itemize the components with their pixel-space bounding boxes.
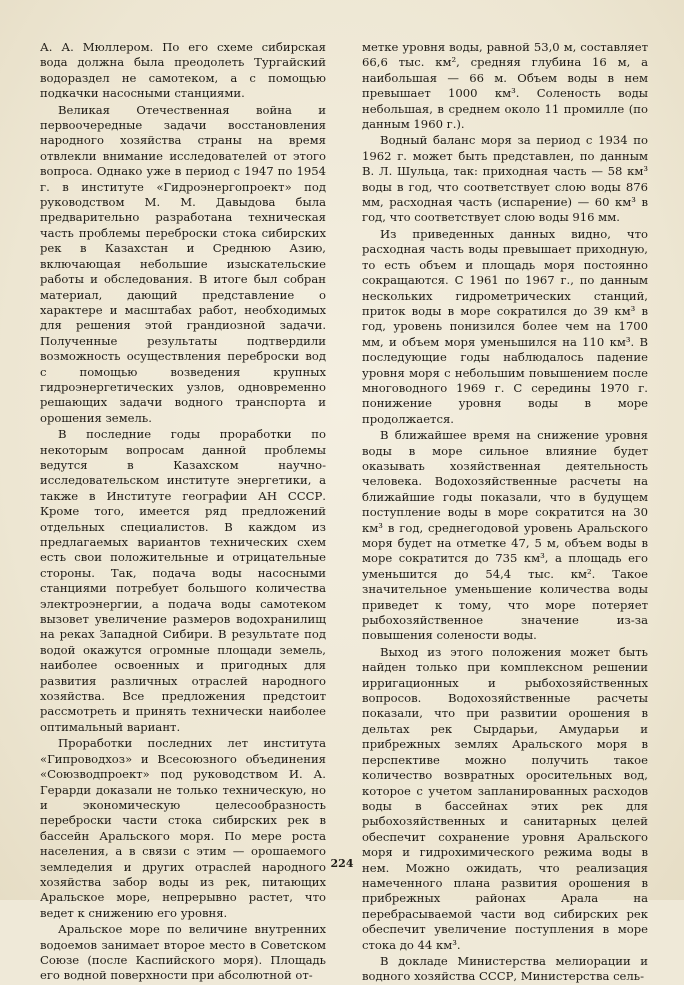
right-column: [362, 40, 648, 985]
paragraph: Из приведенных данных видно, что расходная часть воды превышает приходную, то есть объем и площадь моря постоянно сокращаются. С 1961 по 1967 г., по данным нескольких гидрометрических станций, приток воды в море сократился до 39 км³ в год, уровень понизился более чем на 1700 мм, и объем моря уменьшился на 110 км³. В последующие годы наблюдалось падение уровня моря с небольшим повышением после многоводного 1969 г. С середины 1970 г. понижение уровня воды в море продолжается.: [362, 226, 648, 426]
paragraph: В докладе Министерства мелиорации и водного хозяйства СССР, Министерства сель-: [362, 953, 648, 984]
paragraph: метке уровня воды, равной 53,0 м, составляет 66,6 тыс. км², средняя глубина 16 м, а наибольшая — 66 м. Объем воды в нем превышает 1000 км³. Соленость воды небольшая, в среднем около 11 промилле (по данным 1960 г.).: [362, 40, 648, 132]
text-columns: [40, 40, 648, 985]
paragraph: А. А. Мюллером. По его схеме сибирская вода должна была преодолеть Тургайский водораздел не самотеком, а с помощью подкачки насосными станциями.: [40, 40, 326, 101]
paragraph: В ближайшее время на снижение уровня воды в море сильное влияние будет оказывать хозяйственная деятельность человека. Водохозяйственные расчеты на ближайшие годы показали, что в будущем поступление воды в море сократится на 30 км³ в год, среднегодовой уровень Аральского моря будет на отметке 47, 5 м, объем воды в море сократится до 735 км³, а площадь его уменьшится до 54,4 тыс. км². Такое значительное уменьшение количества воды приведет к тому, что море потеряет рыбохозяйственное значение из-за повышения солености воды.: [362, 428, 648, 643]
paragraph: Выход из этого положения может быть найден только при комплексном решении ирригационных и рыбохозяйственных вопросов. Водохозяйственные расчеты показали, что при развитии орошения в дельтах рек Сырдарьи, Амударьи и прибрежных землях Аральского моря в перспективе можно получить такое количество возвратных оросительных вод, которое с учетом запланированных расходов воды в бассейнах этих рек для рыбохозяйственных и санитарных целей обеспечит сохранение уровня Аральского моря и гидрохимического режима воды в нем. Можно ожидать, что реализация намеченного плана развития орошения в прибрежных районах Арала на перебрасываемой части вод сибирских рек обеспечит увеличение поступления в море стока до 44 км³.: [362, 644, 648, 952]
paragraph: Водный баланс моря за период с 1934 по 1962 г. может быть представлен, по данным В. Л. Шульца, так: приходная часть — 58 км³ воды в год, что соответствует слою воды 876 мм, расходная часть (испарение) — 60 км³ в год, что соответствует слою воды 916 мм.: [362, 133, 648, 225]
page-number: 224: [330, 857, 354, 870]
paragraph: Проработки последних лет института «Гипроводхоз» и Всесоюзного объединения «Союзводпроект» под руководством И. А. Герарди доказали не только техническую, но и экономическую целесообразность переброски части стока сибирских рек в бассейн Аральского моря. По мере роста населения, а в связи с этим — орошаемого земледелия и других отраслей народного хозяйства забор воды из рек, питающих Аральское море, непрерывно растет, что ведет к снижению его уровня.: [40, 736, 326, 920]
paragraph: В последние годы проработки по некоторым вопросам данной проблемы ведутся в Казахском научно-исследовательском институте энергетики, а также в Институте географии АН СССР. Кроме того, имеется ряд предложений отдельных специалистов. В каждом из предлагаемых вариантов технических схем есть свои положительные и отрицательные стороны. Так, подача воды насосными станциями потребует большого количества электроэнергии, а подача воды самотеком вызовет увеличение размеров водохранилищ на реках Западной Сибири. В результате под водой окажутся огромные площади земель, наиболее освоенных и пригодных для развития различных отраслей народного хозяйства. Все предложения предстоит рассмотреть и принять технически наиболее оптимальный вариант.: [40, 427, 326, 734]
paragraph: Великая Отечественная война и первоочередные задачи восстановления народного хозяйства страны на время отвлекли внимание исследователей от этого вопроса. Однако уже в период с 1947 по 1954 г. в институте «Гидроэнергопроект» под руководством М. М. Давыдова была предварительно разработана техническая часть проблемы переброски стока сибирских рек в Казахстан и Среднюю Азию, включающая небольшие изыскательские работы и обследования. В итоге был собран материал, дающий представление о характере и масштабах работ, необходимых для решения этой грандиозной задачи. Полученные результаты подтвердили возможность осуществления переброски вод с помощью возведения крупных гидроэнергетических узлов, одновременно решающих задачи водного транспорта и орошения земель.: [40, 102, 326, 425]
paragraph: Аральское море по величине внутренних водоемов занимает второе место в Советском Союзе (после Каспийского моря). Площадь его водной поверхности при абсолютной от-: [40, 922, 326, 983]
left-column: [40, 40, 326, 985]
